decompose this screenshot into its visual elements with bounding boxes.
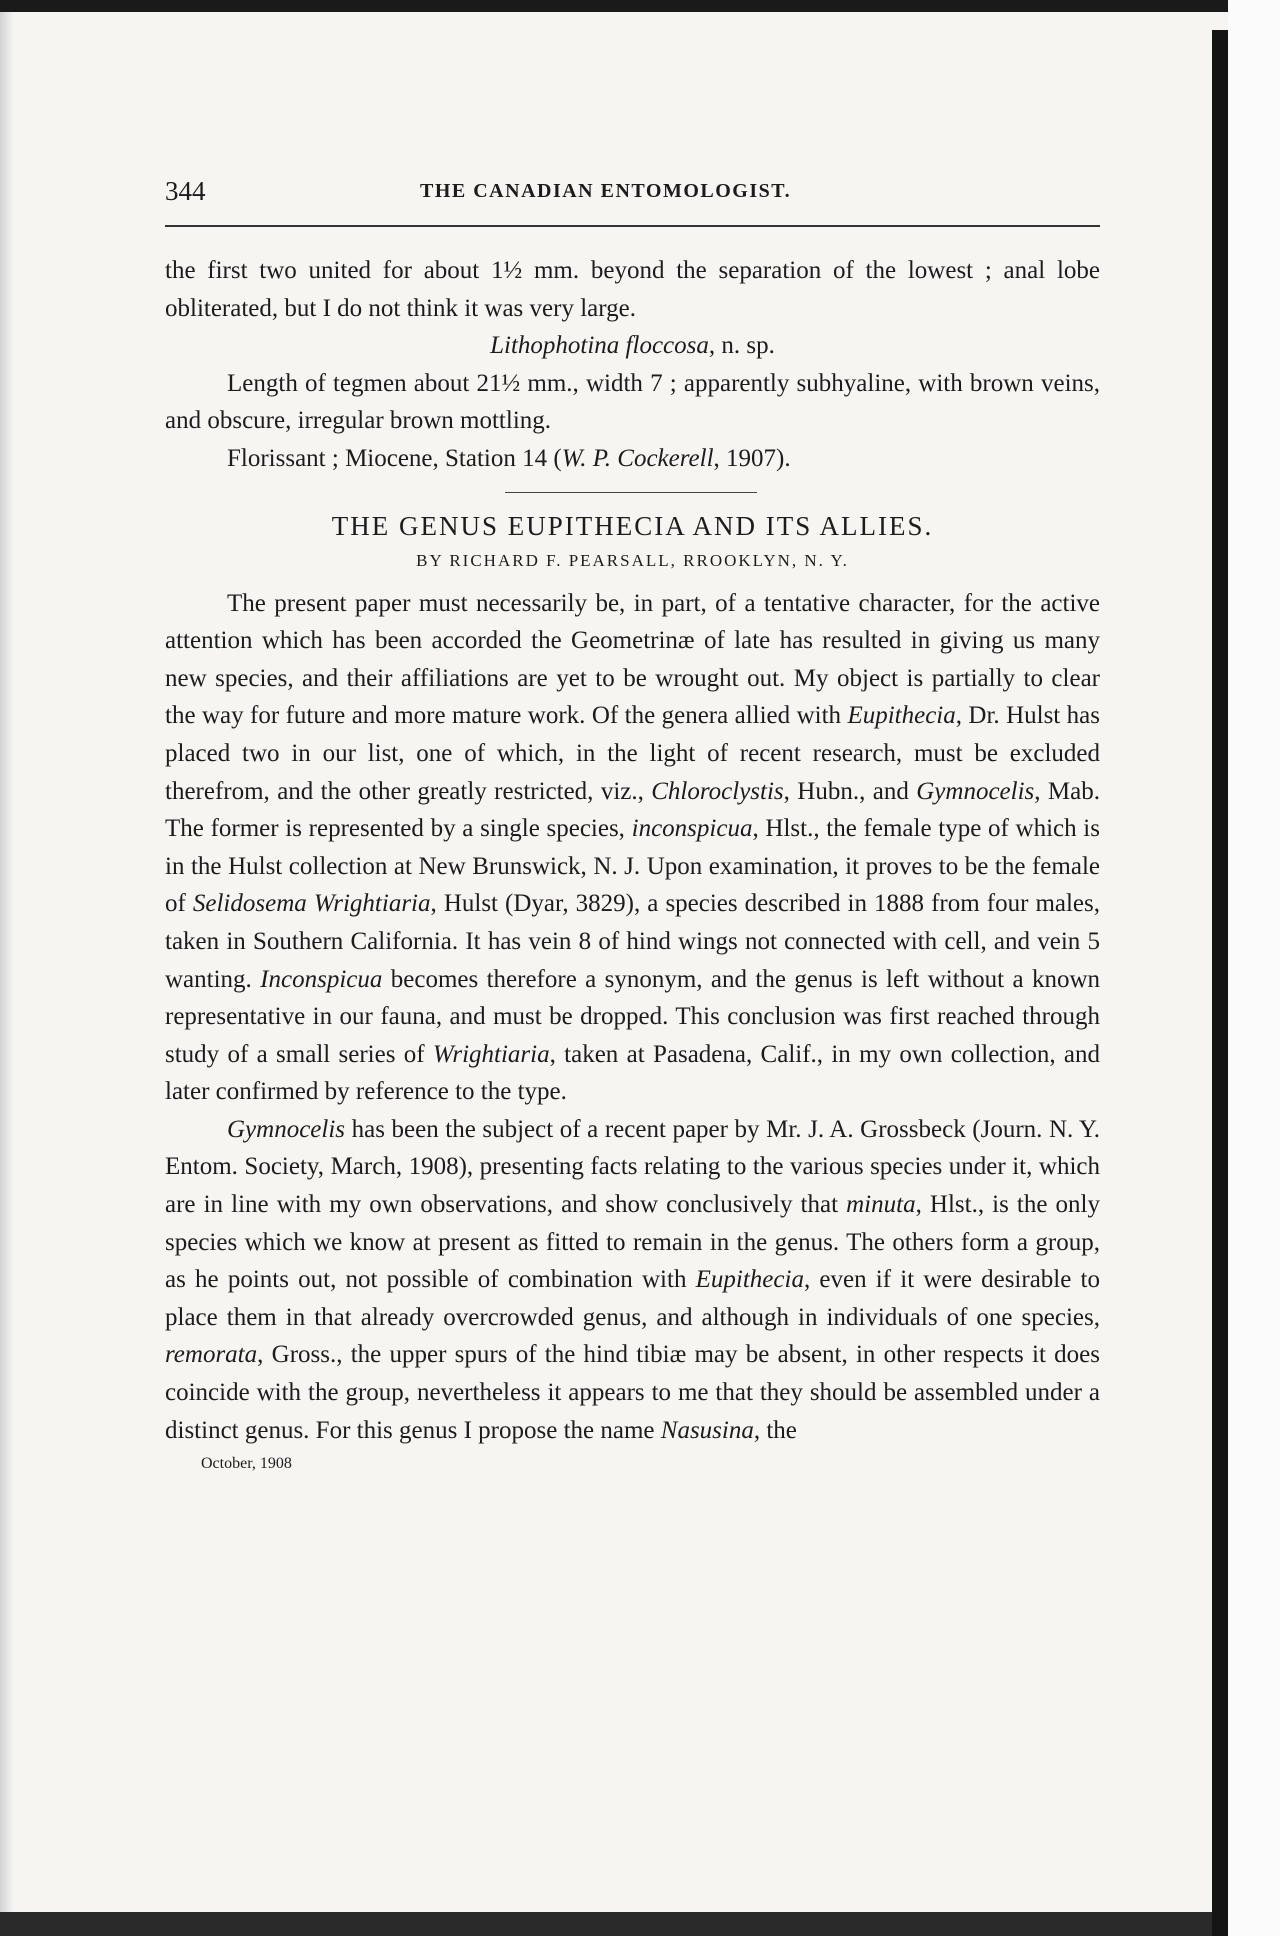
scan-bottom-border (0, 1912, 1212, 1936)
genus-name: Chloroclystis (651, 777, 784, 805)
species-name: Inconspicua (260, 965, 383, 993)
species-name: Wrightiaria (432, 1040, 550, 1068)
text-run: becomes therefore a synonym, and the genus is left without a known representative in our fauna, and must be dropped. This conclusion was first reached through study of a small series of (165, 965, 1101, 1068)
text-run: , Hulst (Dyar, 3829), a species described in 1888 from four males, taken in Southern California. It has vein 8 of hind wings not connected with cell, and vein 5 wanting. (165, 890, 1101, 993)
text-run: The present paper must necessarily be, in part, of a tentative character, for the active attention which has been accorded the Geometrinæ of late has resulted in giving us many new species, and their affiliations are yet to be wrought out. My object is partially to clear the way for future and more mature work. Of the genera allied with (165, 589, 1100, 730)
article-separator (505, 492, 757, 493)
species-name: inconspicua (631, 815, 753, 843)
species-heading (165, 327, 1100, 365)
page-body (165, 252, 1100, 1479)
text-run: has been the subject of a recent paper by Mr. J. A. Grossbeck (Journ. N. Y. Entom. Society, March, 1908), presenting facts relating to the various species under it, which are in line with my own observations, and show conclusively that (165, 1115, 1100, 1219)
article-paragraph-2 (165, 1111, 1100, 1449)
species-name: Lithophotina floccosa (490, 332, 709, 360)
scan-top-border (0, 0, 1280, 12)
genus-name: Eupithecia (695, 1266, 804, 1294)
genus-name: Nasusina (660, 1416, 754, 1444)
text-run: , even if it were desirable to place them in that already overcrowded genus, and although in individuals of one species, (165, 1266, 1100, 1331)
article-paragraph-1 (165, 585, 1100, 1111)
species-name: remorata (165, 1341, 258, 1369)
locality-year: , 1907). (713, 444, 791, 472)
locality-text: Florissant ; Miocene, Station 14 ( (227, 444, 562, 472)
text-run: , Hlst., the female type of which is in the Hulst collection at New Brunswick, N. J. Upon examination, it proves to be the female of (165, 815, 1100, 918)
text-run: , Dr. Hulst has placed two in our list, one of which, in the light of recent research, must be excluded therefrom, and the other greatly restricted, viz., (165, 702, 1100, 805)
species-suffix: , n. sp. (708, 332, 775, 360)
text-run: , Mab. The former is represented by a single species, (165, 777, 1100, 843)
collector-name: W. P. Cockerell (561, 444, 714, 472)
article-byline: BY RICHARD F. PEARSALL, RROOKLYN, N. Y. (416, 550, 849, 570)
scan-left-edge (0, 12, 14, 1936)
header-rule (165, 225, 1100, 227)
text-run: , Gross., the upper spurs of the hind tibiæ may be absent, in other respects it does coincide with the group, nevertheless it appears to me that they should be assembled under a distinct genus. For this genus I propose the name (165, 1341, 1100, 1444)
scan-right-margin (1228, 0, 1280, 1936)
genus-name: Gymnocelis (916, 777, 1035, 805)
running-head: THE CANADIAN ENTOMOLOGIST. (420, 180, 792, 202)
previous-article-paragraph: the first two united for about 1½ mm. beyond the separation of the lowest ; anal lobe obliterated, but I do not think it was very large. (165, 257, 1100, 322)
species-locality (165, 440, 1100, 478)
journal-page (165, 170, 1101, 1473)
article-title: THE GENUS EUPITHECIA AND ITS ALLIES. (331, 510, 934, 541)
genus-name: Gymnocelis (227, 1115, 346, 1143)
text-run: , taken at Pasadena, Calif., in my own collection, and later confirmed by reference to the type. (165, 1040, 1100, 1106)
text-run: , the (753, 1416, 797, 1444)
text-run: , Hlst., is the only species which we know at present as fitted to remain in the genus. The others form a group, as he points out, not possible of combination with (165, 1191, 1100, 1294)
species-description: Length of tegmen about 21½ mm., width 7 ; apparently subhyaline, with brown veins, and obscure, irregular brown mottling. (165, 369, 1100, 435)
genus-name: Eupithecia (847, 702, 956, 730)
species-name: Selidosema Wrightiaria (192, 890, 431, 918)
text-run: , Hubn., and (783, 777, 917, 805)
scan-right-border (1212, 30, 1228, 1936)
page-number: 344 (165, 176, 206, 206)
page-header (165, 170, 1100, 214)
species-name: minuta (846, 1191, 916, 1219)
footer-date: October, 1908 (201, 1455, 292, 1473)
